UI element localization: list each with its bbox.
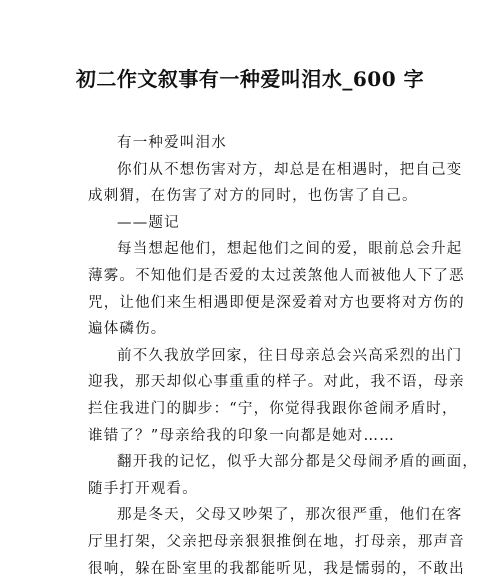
text-line: 有一种爱叫泪水	[88, 130, 424, 157]
text-line: 随手打开观看。	[88, 476, 424, 503]
paragraph-heading	[88, 130, 424, 157]
text-line: 那是冬天，父母又吵架了，那次很严重，他们在客	[88, 502, 424, 529]
text-line: 很响，躲在卧室里的我都能听见，我是懦弱的，不敢出	[88, 556, 424, 582]
text-line: 你们从不想伤害对方，却总是在相遇时，把自己变	[88, 157, 424, 184]
paragraph-return-home	[88, 343, 424, 449]
text-line: 每当想起他们，想起他们之间的爱，眼前总会升起	[88, 236, 424, 263]
text-line: 薄雾。不知他们是否爱的太过羡煞他人而被他人下了恶	[88, 263, 424, 290]
text-line: 谁错了？”母亲给我的印象一向都是她对……	[88, 423, 424, 450]
text-line: 遍体磷伤。	[88, 316, 424, 343]
text-line: ——题记	[88, 210, 424, 237]
text-line: 拦住我进门的脚步：“宁，你觉得我跟你爸闹矛盾时，	[88, 396, 424, 423]
document-body	[88, 130, 424, 582]
text-line: 前不久我放学回家，往日母亲总会兴高采烈的出门	[88, 343, 424, 370]
text-line: 厅里打架，父亲把母亲狠狠推倒在地，打母亲，那声音	[88, 529, 424, 556]
text-line: 迎我，那天却似心事重重的样子。对此，我不语，母亲	[88, 369, 424, 396]
text-line: 咒，让他们来生相遇即便是深爱着对方也要将对方伤的	[88, 290, 424, 317]
document-title: 初二作文叙事有一种爱叫泪水_600 字	[0, 64, 500, 94]
paragraph-intro	[88, 157, 424, 210]
paragraph-recollection	[88, 449, 424, 502]
text-line: 成刺猬，在伤害了对方的同时，也伤害了自己。	[88, 183, 424, 210]
paragraph-memory	[88, 236, 424, 342]
paragraph-winter	[88, 502, 424, 582]
text-line: 翻开我的记忆，似乎大部分都是父母闹矛盾的画面，	[88, 449, 424, 476]
paragraph-epigraph	[88, 210, 424, 237]
